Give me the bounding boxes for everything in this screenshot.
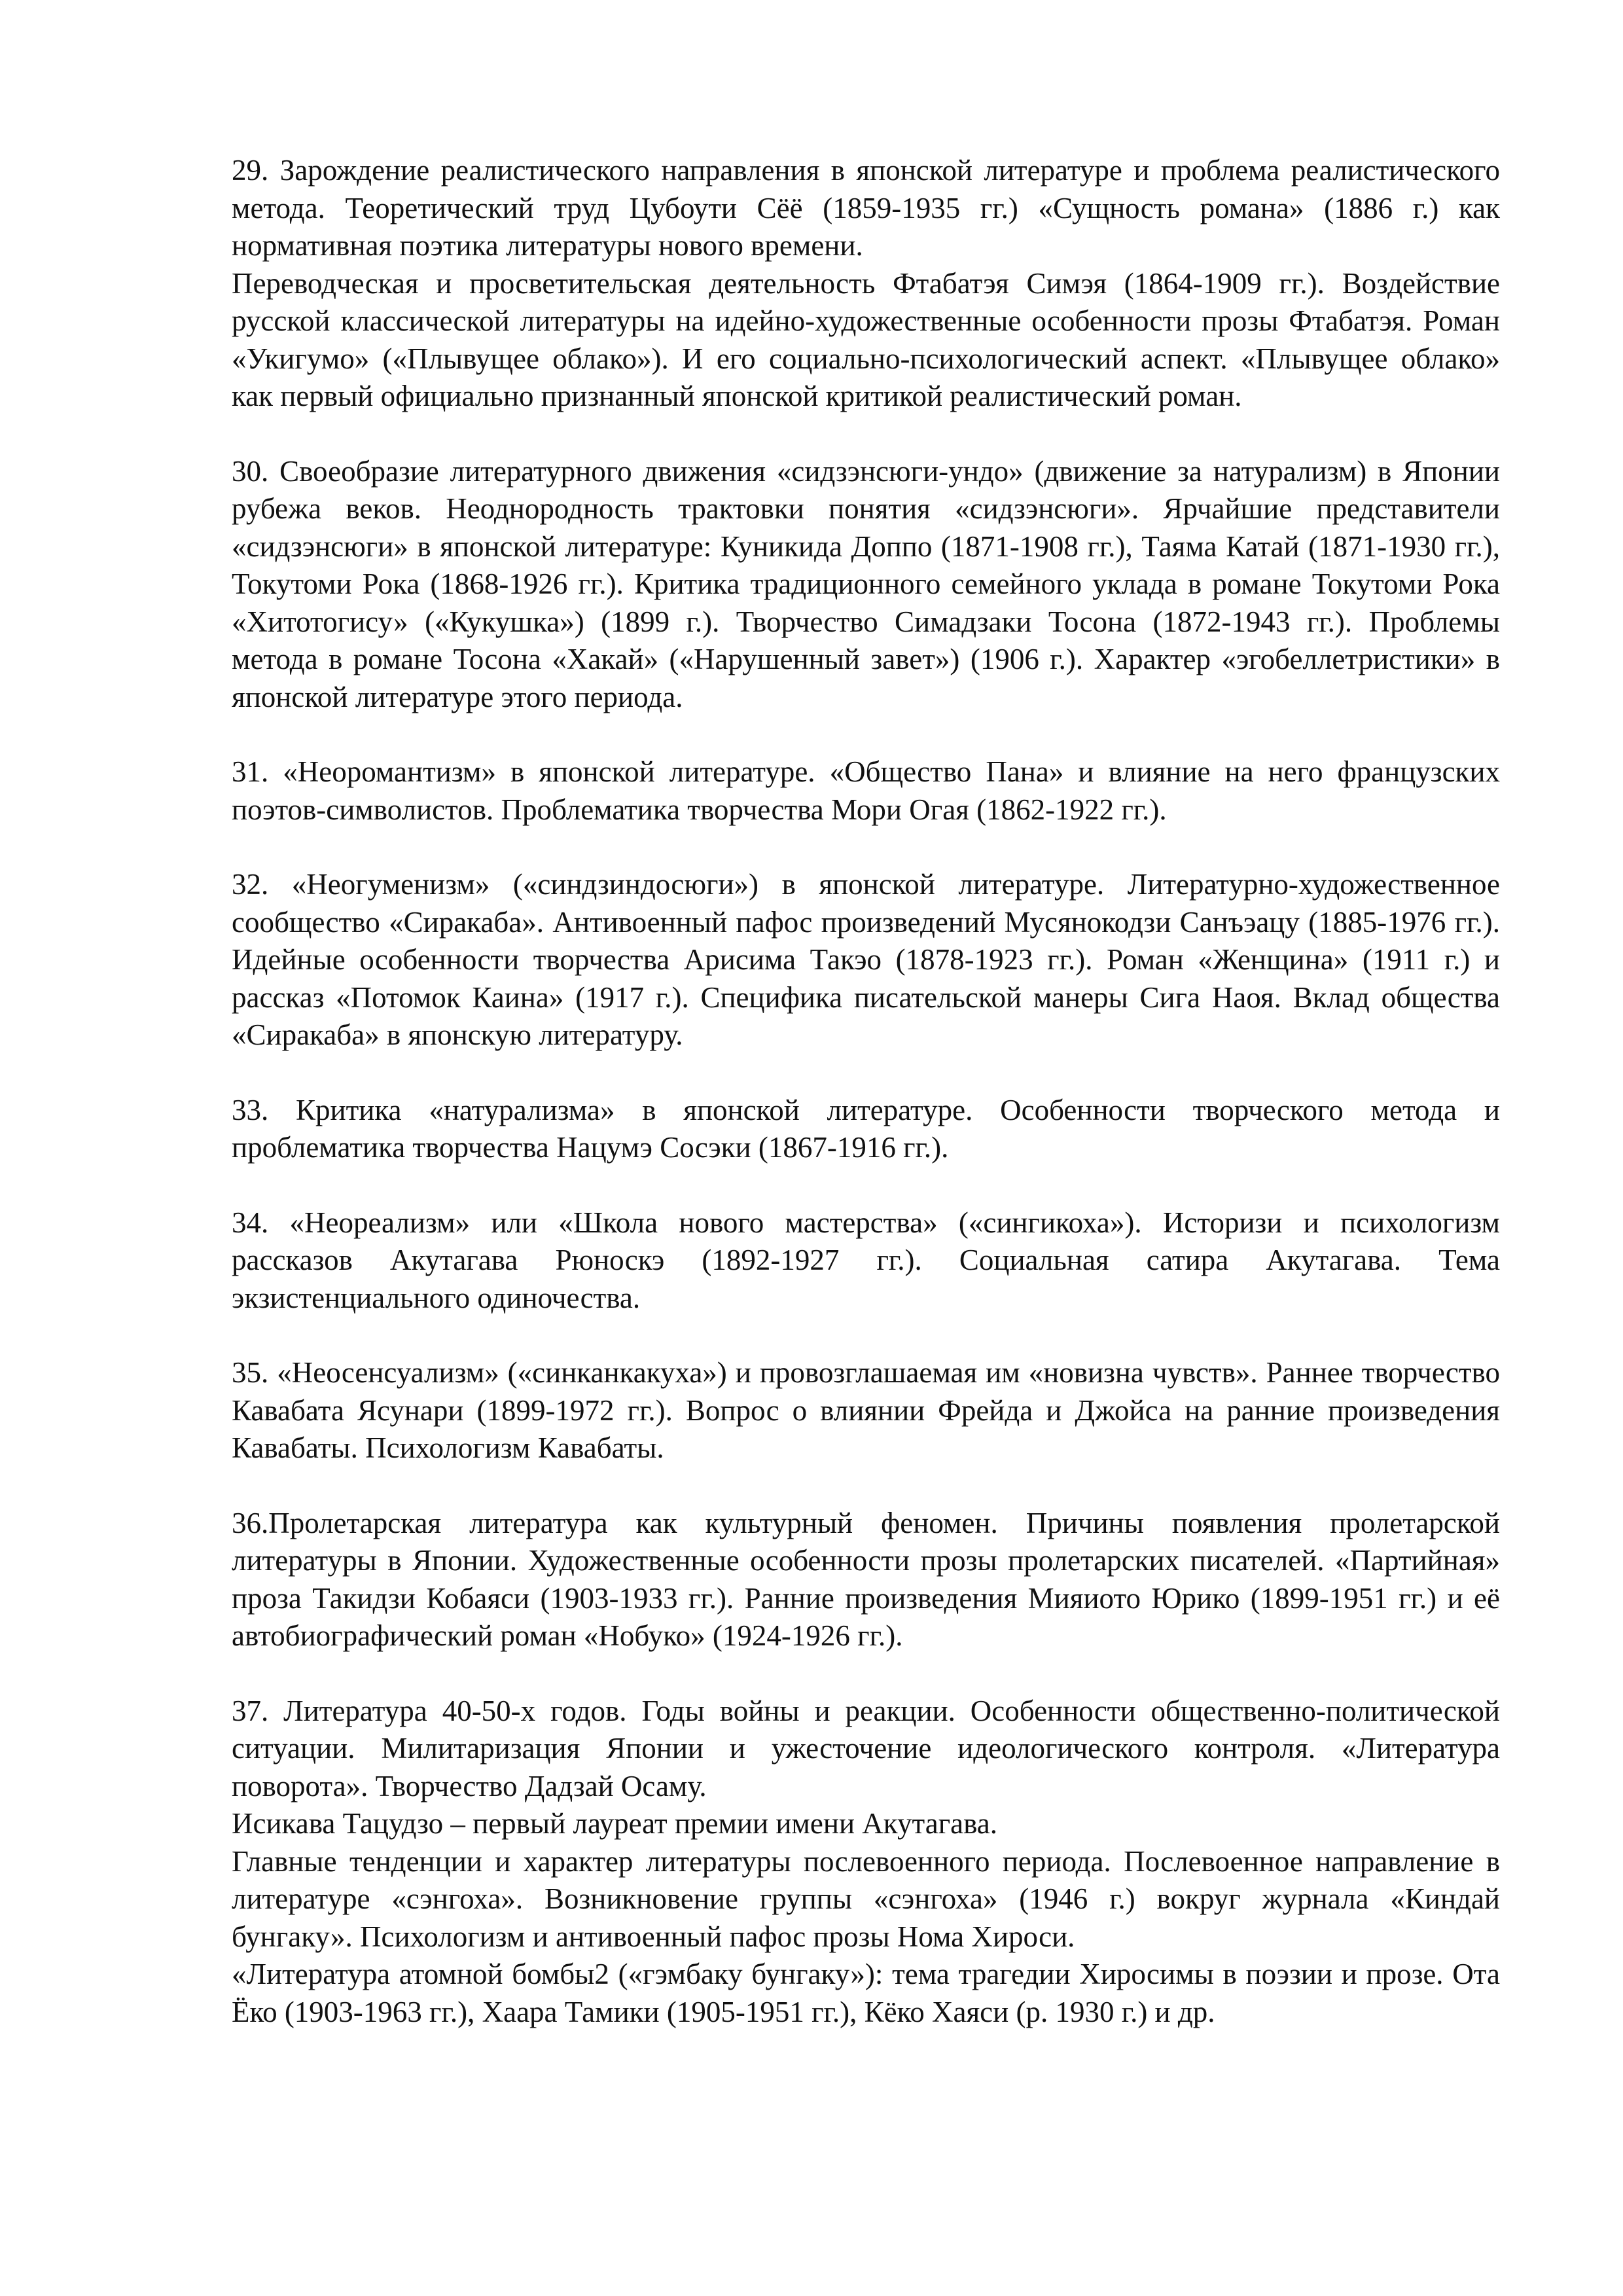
paragraph: 36.Пролетарская литература как культурный феномен. Причины появления пролетарской литературы в Японии. Художественные особенности прозы пролетарских писателей. «Партийная» проза Такидзи Кобаяси (1903-1933 гг.). Ранние произведения Мияиото Юрико (1899-1951 гг.) и её автобиографический роман «Нобуко» (1924-1926 гг.). xyxy=(232,1506,1500,1652)
paragraph: 29. Зарождение реалистического направления в японской литературе и проблема реалистического метода. Теоретический труд Цубоути Сёё (1859-1935 гг.) «Сущность романа» (1886 г.) как нормативная поэтика литературы нового времени. xyxy=(232,154,1500,262)
paragraph: 34. «Неореализм» или «Школа нового мастерства» («сингикоха»). Историзи и психологизм рассказов Акутагава Рюноскэ (1892-1927 гг.). Социальная сатира Акутагава. Тема экзистенциального одиночества. xyxy=(232,1206,1500,1314)
paragraph: 33. Критика «натурализма» в японской литературе. Особенности творческого метода и проблематика творчества Нацумэ Сосэки (1867-1916 гг.). xyxy=(232,1093,1500,1164)
paragraph: 31. «Неоромантизм» в японской литературе. «Общество Пана» и влияние на него французских поэтов-символистов. Проблематика творчества Мори Огая (1862-1922 гг.). xyxy=(232,755,1500,826)
section-36 xyxy=(232,1505,1500,1655)
paragraph: Переводческая и просветительская деятельность Фтабатэя Симэя (1864-1909 гг.). Воздействие русской классической литературы на идейно-художественные особенности прозы Фтабатэя. Роман «Укигумо» («Плывущее облако»). И его социально-психологический аспект. «Плывущее облако» как первый официально признанный японской критикой реалистический роман. xyxy=(232,266,1500,412)
paragraph: 30. Своеобразие литературного движения «сидзэнсюги-ундо» (движение за натурализм) в Японии рубежа веков. Неоднородность трактовки понятия «сидзэнсюги». Ярчайшие представители «сидзэнсюги» в японской литературе: Куникида Доппо (1871-1908 гг.), Таяма Катай (1871-1930 гг.), Токутоми Рока (1868-1926 гг.). Критика традиционного семейного уклада в романе Токутоми Рока «Хитотогису» («Кукушка») (1899 г.). Творчество Симадзаки Тосона (1872-1943 гг.). Проблемы метода в романе Тосона «Хакай» («Нарушенный завет») (1906 г.). Характер «эгобеллетристики» в японской литературе этого периода. xyxy=(232,454,1500,713)
section-37 xyxy=(232,1693,1500,2032)
document-page xyxy=(232,152,1500,2068)
section-32 xyxy=(232,866,1500,1054)
paragraph: 37. Литература 40-50-х годов. Годы войны и реакции. Особенности общественно-политической ситуации. Милитаризация Японии и ужесточение идеологического контроля. «Литература поворота». Творчество Дадзай Осаму. xyxy=(232,1694,1500,1803)
paragraph: «Литература атомной бомбы2 («гэмбаку бунгаку»): тема трагедии Хиросимы в поэзии и прозе. Ота Ёко (1903-1963 гг.), Хаара Тамики (1905-1951 гг.), Кёко Хаяси (р. 1930 г.) и др. xyxy=(232,1958,1500,2028)
paragraph: 35. «Неосенсуализм» («синканкакуха») и провозглашаемая им «новизна чувств». Раннее творчество Кавабата Ясунари (1899-1972 гг.). Вопрос о влиянии Фрейда и Джойса на ранние произведения Кавабаты. Психологизм Кавабаты. xyxy=(232,1356,1500,1464)
section-34 xyxy=(232,1204,1500,1318)
section-31 xyxy=(232,753,1500,829)
paragraph: 32. «Неогуменизм» («синдзиндосюги») в японской литературе. Литературно-художественное сообщество «Сиракаба». Антивоенный пафос произведений Мусянокодзи Санъэацу (1885-1976 гг.). Идейные особенности творчества Арисима Такэо (1878-1923 гг.). Роман «Женщина» (1911 г.) и рассказ «Потомок Каина» (1917 г.). Специфика писательской манеры Сига Наоя. Вклад общества «Сиракаба» в японскую литературу. xyxy=(232,868,1500,1051)
section-30 xyxy=(232,453,1500,717)
section-29 xyxy=(232,152,1500,416)
paragraph: Исикава Тацудзо – первый лауреат премии имени Акутагава. xyxy=(232,1807,997,1840)
section-35 xyxy=(232,1354,1500,1467)
paragraph: Главные тенденции и характер литературы послевоенного периода. Послевоенное направление в литературе «сэнгоха». Возникновение группы «сэнгоха» (1946 г.) вокруг журнала «Киндай бунгаку». Психологизм и антивоенный пафос прозы Нома Хироси. xyxy=(232,1844,1500,1953)
section-33 xyxy=(232,1092,1500,1167)
